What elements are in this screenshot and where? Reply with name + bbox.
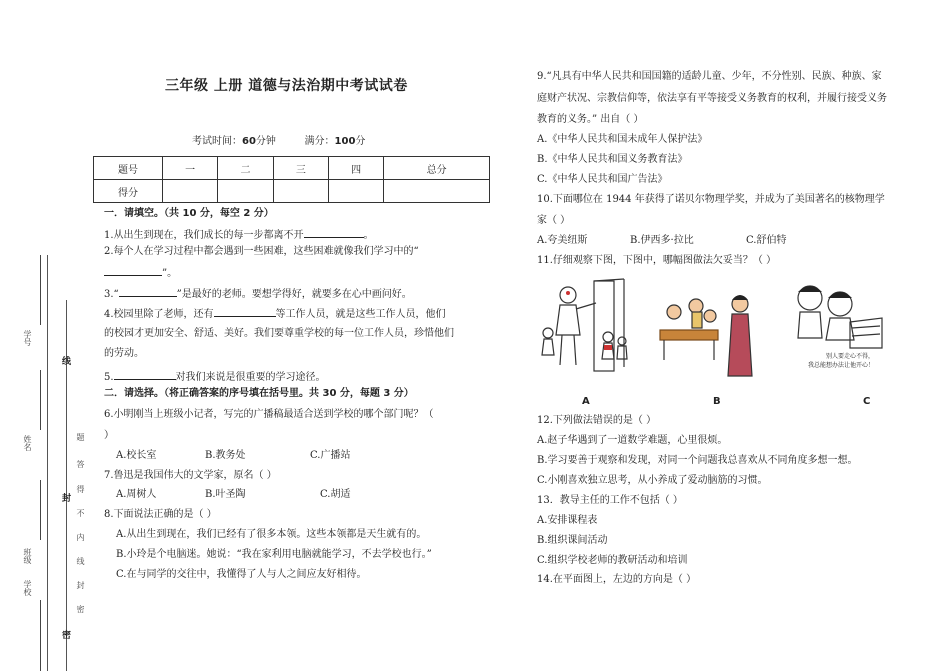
question-3 bbox=[104, 287, 412, 300]
school-label: 学校 bbox=[23, 580, 32, 596]
binding-note-2: 答 bbox=[76, 460, 85, 468]
question-11: 11.仔细观察下图，下图中，哪幅图做法欠妥当？（ ） bbox=[537, 255, 777, 266]
question-4c: 的劳动。 bbox=[104, 348, 144, 359]
time-label: 考试时间： bbox=[192, 136, 242, 147]
school-blank bbox=[40, 600, 41, 671]
q13-option-c[interactable]: C.组织学校老师的教研活动和培训 bbox=[537, 555, 688, 566]
q10-option-a[interactable]: A.夸美纽斯 bbox=[537, 235, 588, 246]
student-id-blank bbox=[40, 255, 41, 325]
q11-caption-line1: 别人要走心不得， bbox=[826, 353, 875, 360]
q8-option-c[interactable]: C.在与同学的交往中，我懂得了人与人之间应友好相待。 bbox=[116, 569, 367, 580]
q6-option-b[interactable]: B.教务处 bbox=[205, 450, 246, 461]
score-cell: 三 bbox=[273, 157, 328, 180]
q4-blank[interactable] bbox=[214, 307, 276, 317]
q7-option-a[interactable]: A.周树人 bbox=[116, 489, 157, 500]
q5-text: 对我们来说是很重要的学习途径。 bbox=[175, 372, 326, 383]
score-row-label: 得分 bbox=[94, 180, 163, 203]
score-input-cell[interactable] bbox=[328, 180, 383, 203]
binding-note-4: 不 bbox=[76, 509, 85, 517]
score-label: 满分： bbox=[304, 136, 335, 147]
score-value: 100 bbox=[334, 136, 356, 147]
q6-option-c[interactable]: C.广播站 bbox=[310, 450, 351, 461]
time-unit: 分钟 bbox=[255, 136, 276, 147]
q13-option-b[interactable]: B.组织课间活动 bbox=[537, 535, 608, 546]
binding-feng: 封 bbox=[60, 493, 70, 502]
score-cell: 题号 bbox=[94, 157, 163, 180]
binding-note-1: 题 bbox=[76, 433, 85, 441]
score-cell: 二 bbox=[218, 157, 273, 180]
q4-text-2: 等工作人员，就是这些工作人员，他们 bbox=[275, 309, 446, 320]
score-cell: 四 bbox=[328, 157, 383, 180]
score-input-cell[interactable] bbox=[163, 180, 218, 203]
question-4b: 的校园才更加安全、舒适、美好。我们要尊重学校的每一位工作人员，珍惜他们 bbox=[104, 328, 454, 339]
score-cell: 总分 bbox=[384, 157, 490, 180]
q9-option-c[interactable]: C.《中华人民共和国广告法》 bbox=[537, 174, 668, 185]
score-input-cell[interactable] bbox=[273, 180, 328, 203]
q7-option-b[interactable]: B.叶圣陶 bbox=[205, 489, 246, 500]
question-6-close: ） bbox=[104, 430, 114, 441]
binding-xian: 线 bbox=[60, 356, 70, 365]
binding-note-6: 线 bbox=[76, 557, 85, 565]
question-6: 6.小明刚当上班级小记者，写完的广播稿最适合送到学校的哪个部门呢？（ bbox=[104, 409, 434, 420]
question-9a: 9.“凡具有中华人民共和国国籍的适龄儿童、少年，不分性别、民族、种族、家 bbox=[537, 71, 882, 82]
q2-end: ”。 bbox=[162, 268, 178, 279]
binding-mi: 密 bbox=[60, 630, 70, 639]
score-cell: 一 bbox=[163, 157, 218, 180]
name-blank bbox=[40, 370, 41, 430]
question-12: 12.下列做法错误的是（ ） bbox=[537, 415, 657, 426]
question-5 bbox=[104, 370, 326, 383]
question-7: 7.鲁迅是我国伟大的文学家，原名（ ） bbox=[104, 470, 277, 481]
q11-figure-a[interactable] bbox=[538, 275, 634, 385]
section2-heading: 二．请选择。（将正确答案的序号填在括号里。共 30 分，每题 3 分） bbox=[104, 388, 414, 399]
q10-option-b[interactable]: B.伊西多·拉比 bbox=[630, 235, 694, 246]
exam-meta bbox=[192, 137, 365, 147]
score-table-score-row bbox=[94, 180, 490, 203]
q5-num: 5. bbox=[104, 372, 114, 383]
question-10a: 10.下面哪位在 1944 年获得了诺贝尔物理学奖，并成为了美国著名的核物理学 bbox=[537, 194, 885, 205]
class-label: 班级 bbox=[23, 548, 32, 564]
q4-text: 4.校园里除了老师，还有 bbox=[104, 309, 214, 320]
q11-label-a: A bbox=[582, 396, 590, 407]
question-2a: 2.每个人在学习过程中都会遇到一些困难，这些困难就像我们学习中的“ bbox=[104, 246, 419, 257]
question-9b: 庭财产状况、宗教信仰等，依法享有平等接受义务教育的权利，并履行接受义务 bbox=[537, 93, 887, 104]
score-table-header-row bbox=[94, 157, 490, 180]
score-input-cell[interactable] bbox=[218, 180, 273, 203]
binding-note-3: 得 bbox=[76, 485, 85, 493]
binding-note-8: 密 bbox=[76, 605, 85, 613]
class-blank bbox=[40, 480, 41, 540]
binding-note-5: 内 bbox=[76, 533, 85, 541]
q11-label-b: B bbox=[713, 396, 721, 407]
binding-note-7: 封 bbox=[76, 581, 85, 589]
q11-label-c: C bbox=[863, 396, 871, 407]
time-value: 60 bbox=[242, 136, 256, 147]
page-title: 三年级 上册 道德与法治期中考试试卷 bbox=[165, 78, 408, 94]
q10-option-c[interactable]: C.舒伯特 bbox=[746, 235, 787, 246]
q3-text: ”是最好的老师。要想学得好，就要多在心中画问好。 bbox=[176, 289, 412, 300]
question-13: 13．教导主任的工作不包括（ ） bbox=[537, 495, 683, 506]
q12-option-b[interactable]: B.学习要善于观察和发现，对同一个问题我总喜欢从不同角度多想一想。 bbox=[537, 455, 858, 466]
question-9c: 教育的义务。” 出自（ ） bbox=[537, 114, 644, 125]
q3-open: 3.“ bbox=[104, 289, 119, 300]
question-4a bbox=[104, 307, 446, 320]
q3-blank[interactable] bbox=[119, 287, 177, 297]
q5-blank[interactable] bbox=[114, 370, 176, 380]
question-1 bbox=[104, 228, 374, 241]
name-label: 姓名 bbox=[23, 435, 32, 451]
q6-option-a[interactable]: A.校长室 bbox=[116, 450, 157, 461]
q11-caption-line2: 我总能想办法让他开心！ bbox=[808, 362, 875, 369]
q9-option-a[interactable]: A.《中华人民共和国未成年人保护法》 bbox=[537, 134, 708, 145]
q13-option-a[interactable]: A.安排课程表 bbox=[537, 515, 598, 526]
q1-end: 。 bbox=[363, 230, 374, 241]
student-id-label: 学号 bbox=[23, 330, 32, 346]
q8-option-a[interactable]: A.从出生到现在，我们已经有了很多本领。这些本领都是天生就有的。 bbox=[116, 529, 427, 540]
score-unit: 分 bbox=[355, 136, 366, 147]
q11-figure-b[interactable] bbox=[656, 290, 760, 384]
score-table bbox=[93, 156, 490, 203]
question-2b bbox=[104, 266, 177, 279]
q12-option-c[interactable]: C.小刚喜欢独立思考，从小养成了爱动脑筋的习惯。 bbox=[537, 475, 768, 486]
section1-heading: 一．请填空。（共 10 分，每空 2 分） bbox=[104, 208, 274, 219]
score-input-cell[interactable] bbox=[384, 180, 490, 203]
q2-blank[interactable] bbox=[104, 266, 162, 276]
question-14: 14.在平面图上，左边的方向是（ ） bbox=[537, 574, 697, 585]
q1-text: 1.从出生到现在，我们成长的每一步都离不开 bbox=[104, 230, 304, 241]
q8-option-b[interactable]: B.小玲是个电脑迷。她说：“我在家利用电脑就能学习，不去学校也行。” bbox=[116, 549, 432, 560]
q7-option-c[interactable]: C.胡适 bbox=[320, 489, 351, 500]
q12-option-a[interactable]: A.赵子华遇到了一道数学难题，心里很烦。 bbox=[537, 435, 728, 446]
q1-blank[interactable] bbox=[304, 228, 364, 238]
question-8: 8.下面说法正确的是（ ） bbox=[104, 509, 217, 520]
binding-line-left bbox=[47, 255, 48, 671]
q9-option-b[interactable]: B.《中华人民共和国义务教育法》 bbox=[537, 154, 688, 165]
question-10b: 家（ ） bbox=[537, 215, 571, 226]
